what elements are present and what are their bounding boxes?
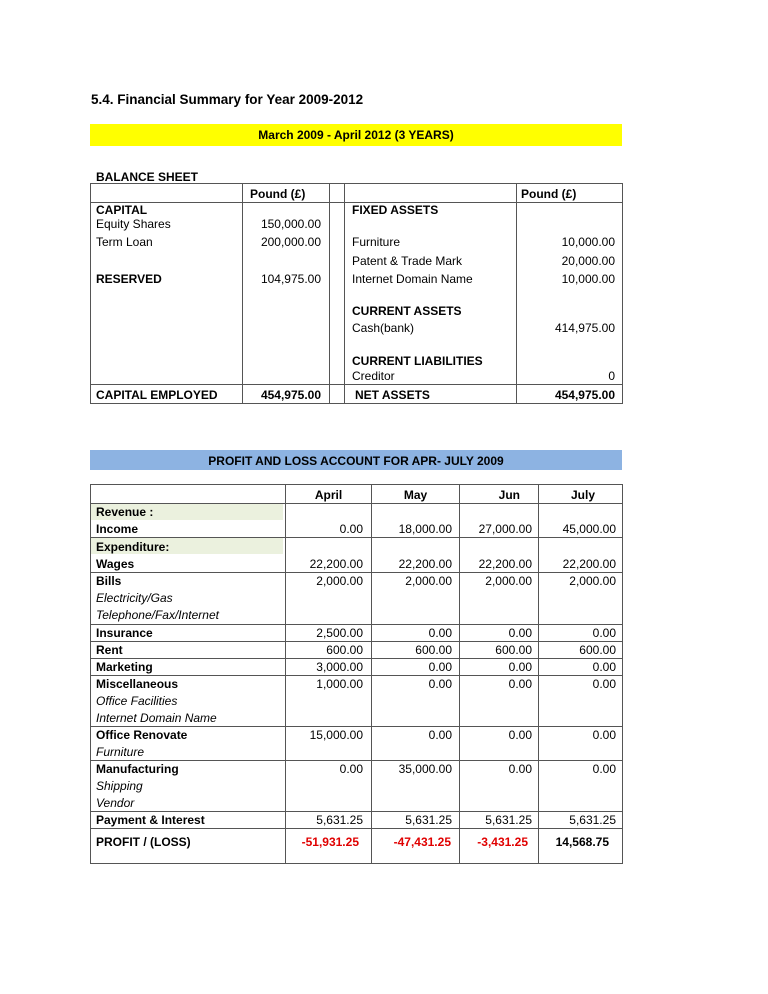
- divider: [91, 641, 622, 642]
- divider: [91, 811, 622, 812]
- wages-label: Wages: [96, 557, 135, 571]
- divider: [91, 658, 622, 659]
- manufacturing-jun: 0.00: [508, 762, 532, 776]
- renovate-sub: Furniture: [96, 745, 145, 759]
- net-assets-label: NET ASSETS: [355, 388, 430, 402]
- balance-sheet-title: BALANCE SHEET: [96, 170, 199, 184]
- fixed-assets-label: FIXED ASSETS: [352, 203, 439, 217]
- divider: [91, 726, 622, 727]
- manufacturing-july: 0.00: [592, 762, 616, 776]
- rent-april: 600.00: [326, 643, 363, 657]
- manufacturing-sub: Vendor: [96, 796, 135, 810]
- divider: [344, 184, 345, 403]
- divider: [91, 828, 622, 829]
- creditor-label: Creditor: [352, 369, 395, 383]
- expenditure-label: Expenditure:: [96, 540, 170, 554]
- renovate-jun: 0.00: [508, 728, 532, 742]
- reserved-value: 104,975.00: [260, 272, 321, 286]
- period-band-label: March 2009 - April 2012 (3 YEARS): [258, 128, 454, 142]
- cash-value: 414,975.00: [554, 321, 615, 335]
- renovate-july: 0.00: [592, 728, 616, 742]
- manufacturing-april: 0.00: [339, 762, 363, 776]
- month-header: May: [403, 488, 428, 502]
- month-header: April: [314, 488, 343, 502]
- patent-value: 20,000.00: [561, 254, 615, 268]
- wages-april: 22,200.00: [309, 557, 363, 571]
- current-liabilities-label: CURRENT LIABILITIES: [352, 354, 483, 368]
- capital-employed-label: CAPITAL EMPLOYED: [96, 388, 218, 402]
- payment-april: 5,631.25: [316, 813, 363, 827]
- patent-label: Patent & Trade Mark: [352, 254, 463, 268]
- reserved-label: RESERVED: [96, 272, 162, 286]
- divider: [91, 537, 622, 538]
- divider: [285, 485, 286, 863]
- divider: [516, 184, 517, 403]
- profit-label: PROFIT / (LOSS): [96, 835, 191, 849]
- month-header: [460, 488, 538, 502]
- profit-may: -47,431.25: [393, 835, 451, 849]
- divider: [538, 485, 539, 863]
- divider: [371, 485, 372, 863]
- renovate-label: Office Renovate: [96, 728, 188, 742]
- profit-april: -51,931.25: [301, 835, 359, 849]
- income-july: 45,000.00: [562, 522, 616, 536]
- pl-band: [90, 450, 622, 470]
- cash-label: Cash(bank): [352, 321, 415, 335]
- page-heading: 5.4. Financial Summary for Year 2009-2012: [91, 92, 364, 107]
- marketing-label: Marketing: [96, 660, 153, 674]
- renovate-april: 15,000.00: [309, 728, 363, 742]
- misc-sub: Internet Domain Name: [96, 711, 217, 725]
- loan-value: 200,000.00: [260, 235, 321, 249]
- net-assets-value: 454,975.00: [554, 388, 615, 402]
- domain-value: 10,000.00: [561, 272, 615, 286]
- bs-col-header-left: Pound (£): [250, 187, 306, 201]
- rent-jun: 600.00: [495, 643, 532, 657]
- divider: [91, 503, 622, 504]
- month-header-text: July: [570, 488, 595, 502]
- rent-label: Rent: [96, 643, 123, 657]
- equity-label: Equity Shares: [96, 217, 171, 231]
- payment-may: 5,631.25: [405, 813, 452, 827]
- marketing-april: 3,000.00: [316, 660, 363, 674]
- income-label: Income: [96, 522, 139, 536]
- manufacturing-sub: Shipping: [96, 779, 143, 793]
- income-april: 0.00: [339, 522, 363, 536]
- misc-april: 1,000.00: [316, 677, 363, 691]
- profit-july: 14,568.75: [555, 835, 609, 849]
- revenue-label: Revenue :: [96, 505, 154, 519]
- divider: [91, 572, 622, 573]
- month-header-text: Jun: [498, 488, 520, 502]
- rent-july: 600.00: [579, 643, 616, 657]
- equity-value: 150,000.00: [260, 217, 321, 231]
- insurance-jun: 0.00: [508, 626, 532, 640]
- renovate-may: 0.00: [428, 728, 452, 742]
- insurance-april: 2,500.00: [316, 626, 363, 640]
- capital-employed-value: 454,975.00: [260, 388, 321, 402]
- current-assets-label: CURRENT ASSETS: [352, 304, 462, 318]
- bills-july: 2,000.00: [569, 574, 616, 588]
- divider: [91, 624, 622, 625]
- misc-july: 0.00: [592, 677, 616, 691]
- payment-jun: 5,631.25: [485, 813, 532, 827]
- misc-label: Miscellaneous: [96, 677, 179, 691]
- bills-sub: Electricity/Gas: [96, 591, 173, 605]
- bills-sub: Telephone/Fax/Internet: [96, 608, 219, 622]
- capital-label: CAPITAL: [96, 203, 148, 217]
- marketing-jun: 0.00: [508, 660, 532, 674]
- period-band: [90, 124, 622, 146]
- insurance-label: Insurance: [96, 626, 153, 640]
- wages-july: 22,200.00: [562, 557, 616, 571]
- pl-band-label: PROFIT AND LOSS ACCOUNT FOR APR- JULY 2009: [208, 454, 504, 468]
- profit-jun: -3,431.25: [477, 835, 528, 849]
- payment-label: Payment & Interest: [96, 813, 205, 827]
- wages-jun: 22,200.00: [478, 557, 532, 571]
- divider: [91, 760, 622, 761]
- marketing-may: 0.00: [428, 660, 452, 674]
- furniture-label: Furniture: [352, 235, 401, 249]
- divider: [459, 485, 460, 863]
- misc-may: 0.00: [428, 677, 452, 691]
- bills-may: 2,000.00: [405, 574, 452, 588]
- month-header: [539, 488, 621, 502]
- insurance-may: 0.00: [428, 626, 452, 640]
- domain-label: Internet Domain Name: [352, 272, 473, 286]
- income-jun: 27,000.00: [478, 522, 532, 536]
- bills-april: 2,000.00: [316, 574, 363, 588]
- creditor-value: 0: [608, 369, 615, 383]
- bills-jun: 2,000.00: [485, 574, 532, 588]
- furniture-value: 10,000.00: [561, 235, 615, 249]
- divider: [329, 184, 330, 403]
- manufacturing-may: 35,000.00: [398, 762, 452, 776]
- manufacturing-label: Manufacturing: [96, 762, 179, 776]
- income-may: 18,000.00: [398, 522, 452, 536]
- misc-jun: 0.00: [508, 677, 532, 691]
- marketing-july: 0.00: [592, 660, 616, 674]
- balance-sheet-table: [90, 183, 623, 404]
- bills-label: Bills: [96, 574, 122, 588]
- divider: [91, 384, 622, 385]
- rent-may: 600.00: [415, 643, 452, 657]
- wages-may: 22,200.00: [398, 557, 452, 571]
- bs-col-header-right: Pound (£): [521, 187, 577, 201]
- insurance-july: 0.00: [592, 626, 616, 640]
- profit-loss-table: [90, 484, 623, 864]
- loan-label: Term Loan: [96, 235, 153, 249]
- misc-sub: Office Facilities: [96, 694, 178, 708]
- divider: [91, 675, 622, 676]
- payment-july: 5,631.25: [569, 813, 616, 827]
